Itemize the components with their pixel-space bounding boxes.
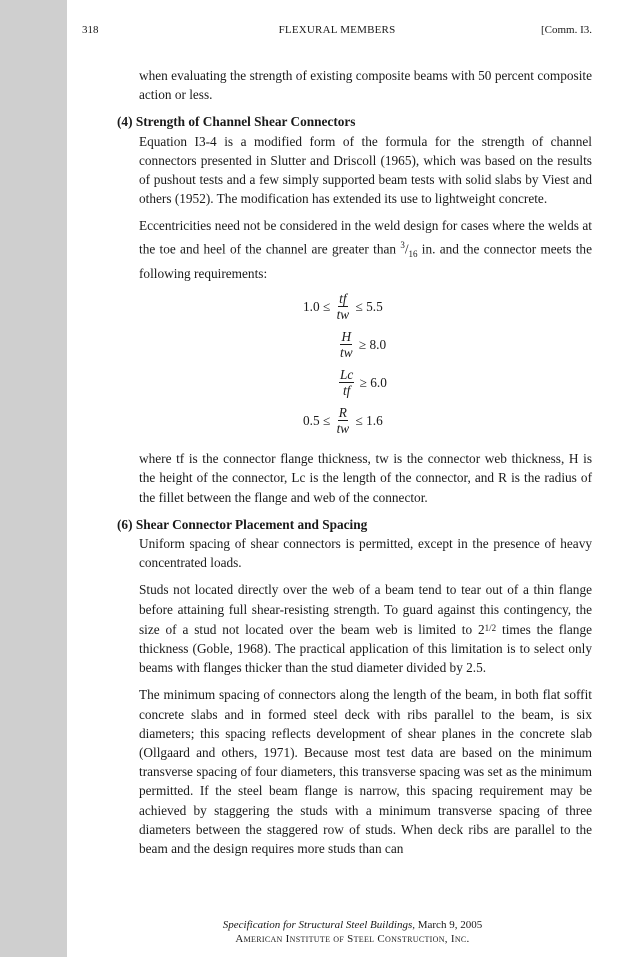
paragraph-where: where tf is the connector flange thickness, tw is the connector web thickness, H is the height of the connector, Lc is the length of the connector, and R is the radius of the fillet between the flange and web of the connector. bbox=[139, 451, 592, 505]
equation-right: ≤ 5.5 bbox=[352, 299, 383, 314]
fraction-numerator: 3 bbox=[400, 239, 405, 250]
fraction-numerator: H bbox=[341, 329, 352, 345]
equation-right: ≥ 6.0 bbox=[356, 375, 387, 390]
inline-fraction: 1/2 bbox=[484, 622, 497, 633]
running-header bbox=[82, 24, 592, 42]
paragraph-text: times the flange thickness (Goble, 1968). The practical application of this limitation is to select only beams with flanges thicker than the stud diameter divided by 2.5. bbox=[139, 621, 593, 676]
fraction-numerator: tf bbox=[339, 291, 347, 307]
fraction-numerator: Lc bbox=[340, 367, 354, 383]
equation-left: 1.0 ≤ bbox=[303, 299, 334, 314]
section-heading-6: (6) Shear Connector Placement and Spacing bbox=[117, 516, 368, 532]
fraction-denominator: tw bbox=[336, 307, 350, 323]
equation-right: ≤ 1.6 bbox=[352, 413, 383, 428]
paragraph-placement-2 bbox=[139, 580, 592, 677]
fraction-denominator: 16 bbox=[408, 248, 418, 259]
equation-fraction bbox=[339, 329, 354, 360]
fraction-denominator: tf bbox=[342, 383, 351, 399]
paragraph-placement-1: Uniform spacing of shear connectors is permitted, except in the presence of heavy concentrated loads. bbox=[139, 535, 592, 571]
page-footer bbox=[67, 918, 638, 946]
equation-left: 0.5 ≤ bbox=[303, 413, 334, 428]
paragraph-channel-1: Equation I3-4 is a modified form of the formula for the strength of channel connectors presented in Slutter and Driscoll (1965), which was based on the results of pushout tests and a few simply supported beam tests with solid slabs by Viest and others (1952). The modification has extended its use to lightweight concrete. bbox=[139, 133, 592, 207]
equation-right: ≥ 8.0 bbox=[355, 337, 387, 352]
equation-2 bbox=[337, 329, 386, 360]
equation-block bbox=[139, 291, 592, 443]
page-margin-strip bbox=[0, 0, 67, 957]
equation-1 bbox=[303, 291, 383, 322]
equation-fraction bbox=[339, 367, 354, 398]
paragraph-text: in. and the connector meets the following requirements: bbox=[139, 241, 592, 281]
footer-spec-line bbox=[67, 918, 638, 932]
fraction-denominator: tw bbox=[336, 421, 350, 437]
paragraph-continued: when evaluating the strength of existing composite beams with 50 percent composite action or less. bbox=[139, 68, 592, 103]
equation-3 bbox=[337, 367, 387, 398]
paragraph-placement-3: The minimum spacing of connectors along the length of the beam, in both flat soffit concrete slabs and in formed steel deck with ribs parallel to the beam, is six diameters; this spacing reflects development of shear planes in the concrete slab (Ollgaard and others, 1971). Because most test data are based on the minimum transverse spacing of four diameters, this transverse spacing was set as the minimum permitted. If the steel beam flange is narrow, this spacing requirement may be achieved by staggering the studs with a minimum transverse spacing of three diameters between the staggered row of studs. When deck ribs are parallel to the beam and the design requires more studs than can bbox=[139, 687, 592, 856]
equation-4 bbox=[303, 405, 383, 436]
section-heading-4: (4) Strength of Channel Shear Connectors bbox=[117, 114, 356, 130]
running-title: FLEXURAL MEMBERS bbox=[278, 24, 396, 36]
footer-spec-title: Specification for Structural Steel Buildings, bbox=[222, 919, 415, 931]
paragraph-channel-2: Eccentricities need not be considered in the weld design for cases where the welds at the toe and heel of the channel are greater than $^3/_{16}$ in. and the connector meets the following requirements: bbox=[139, 218, 592, 281]
paragraph-text: Studs not located directly over the web of a beam tend to tear out of a thin flange before attaining full shear-resisting strength. To guard against this contingency, the size of a stud not located over the beam web is limited to 2 bbox=[139, 582, 592, 637]
footer-publisher: American Institute of Steel Construction, Inc. bbox=[235, 933, 470, 945]
page-body bbox=[117, 66, 593, 866]
equation-fraction bbox=[336, 405, 351, 436]
page-number: 318 bbox=[82, 24, 99, 36]
fraction-denominator: tw bbox=[340, 345, 353, 361]
paragraph-text: Eccentricities need not be considered in the weld design for cases where the welds at the toe and heel of the channel are greater than bbox=[139, 218, 592, 257]
fraction-numerator: R bbox=[338, 405, 347, 421]
equation-fraction bbox=[336, 291, 351, 322]
section-reference: [Comm. I3. bbox=[540, 24, 592, 36]
footer-date: March 9, 2005 bbox=[414, 919, 483, 931]
